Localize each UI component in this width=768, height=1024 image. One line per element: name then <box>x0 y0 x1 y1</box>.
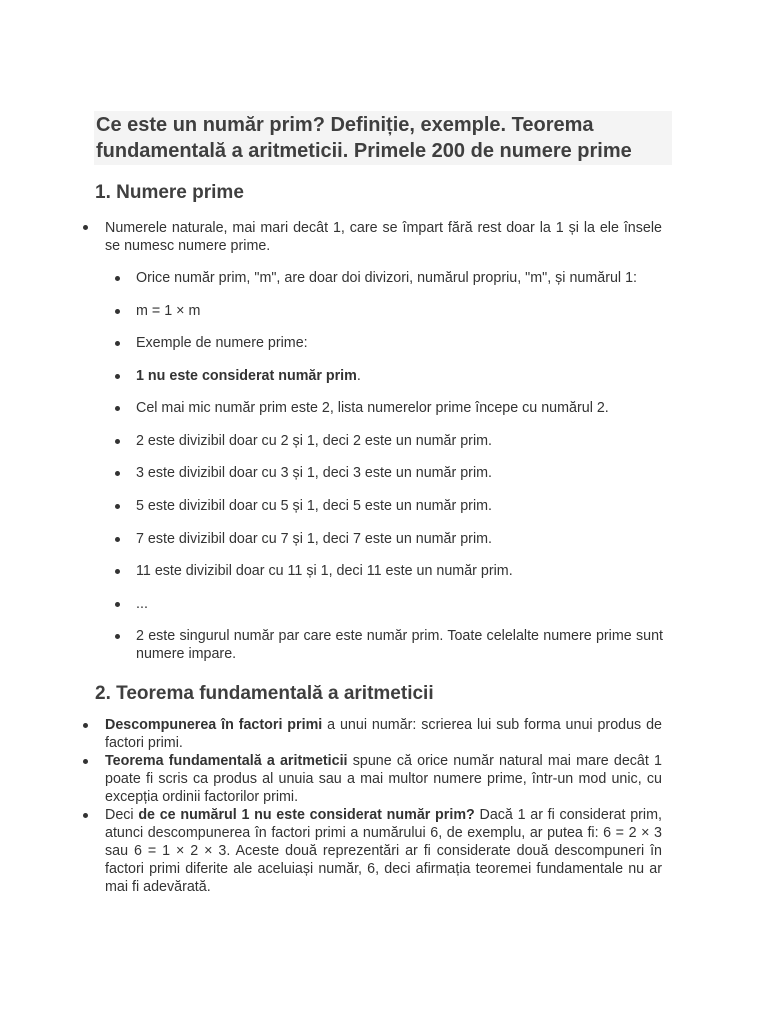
bullet <box>83 813 88 818</box>
list-item: 7 este divizibil doar cu 7 și 1, deci 7 este un număr prim. <box>136 531 493 547</box>
bullet <box>115 634 120 639</box>
list-item <box>105 752 662 806</box>
list-item <box>105 716 662 752</box>
list-item: Exemple de numere prime: <box>136 335 308 351</box>
item-text: Dacă 1 ar fi considerat prim, atunci descompunerea în factori primi a numărului 6, de exemplu, ar putea fi: 6 = 2 × 3 sau 6 = 1 × 2 × 3. Aceste două reprezentări ar fi considerate două descompuneri în factori primi diferite ale aceluiași număr, 6, deci afirmația teoremei fundamentale nu ar mai fi adevărată. <box>105 807 662 895</box>
list-item: 5 este divizibil doar cu 5 și 1, deci 5 este un număr prim. <box>136 498 493 514</box>
list-item: m = 1 × m <box>136 303 201 319</box>
bold-text: Descompunerea în factori primi <box>105 717 323 733</box>
page-title-line-2: fundamentală a aritmeticii. Primele 200 de numere prime <box>96 140 632 162</box>
bullet <box>115 471 120 476</box>
list-item: 2 este divizibil doar cu 2 și 1, deci 2 este un număr prim. <box>136 433 493 449</box>
bullet <box>115 439 120 444</box>
bullet <box>115 309 120 314</box>
section-1-intro: Numerele naturale, mai mari decât 1, care se împart fără rest doar la 1 și la ele însele se numesc numere prime. <box>105 220 662 254</box>
bullet <box>115 374 120 379</box>
list-item <box>136 367 663 385</box>
list-item <box>105 806 662 896</box>
list-item: Cel mai mic număr prim este 2, lista numerelor prime începe cu numărul 2. <box>136 400 609 416</box>
list-item: 2 este singurul număr par care este număr prim. Toate celelalte numere prime sunt numere impare. <box>136 628 663 662</box>
bullet <box>115 406 120 411</box>
item-text: Deci <box>105 807 139 823</box>
bold-text: 1 nu este considerat număr prim <box>136 368 357 384</box>
page-title-line-1: Ce este un număr prim? Definiție, exemple. Teorema <box>96 114 594 136</box>
list-item: 11 este divizibil doar cu 11 și 1, deci 11 este un număr prim. <box>136 563 513 579</box>
section-2-heading: 2. Teorema fundamentală a aritmeticii <box>95 683 434 704</box>
bullet <box>115 569 120 574</box>
bullet <box>83 759 88 764</box>
period-text: . <box>356 368 361 384</box>
bullet <box>115 537 120 542</box>
bullet <box>83 225 88 230</box>
list-item: Orice număr prim, "m", are doar doi divizori, numărul propriu, "m", și numărul 1: <box>136 270 637 286</box>
list-item: ... <box>136 596 148 612</box>
bullet <box>83 723 88 728</box>
list-item: 3 este divizibil doar cu 3 și 1, deci 3 este un număr prim. <box>136 465 493 481</box>
bullet <box>115 341 120 346</box>
bullet <box>115 504 120 509</box>
section-1-heading: 1. Numere prime <box>95 182 244 203</box>
page-title <box>94 111 672 165</box>
bold-text: Teorema fundamentală a aritmeticii <box>105 753 348 769</box>
bold-text: de ce numărul 1 nu este considerat număr prim? <box>138 807 475 823</box>
bullet <box>115 276 120 281</box>
item-text: spune că orice număr natural mai mare decât 1 poate fi scris ca produs al unuia sau a mai multor numere prime, într-un mod unic, cu excepția ordinii factorilor primi. <box>105 753 662 805</box>
bullet <box>115 602 120 607</box>
item-text: a unui număr: scrierea lui sub forma unui produs de factori primi. <box>105 717 662 751</box>
